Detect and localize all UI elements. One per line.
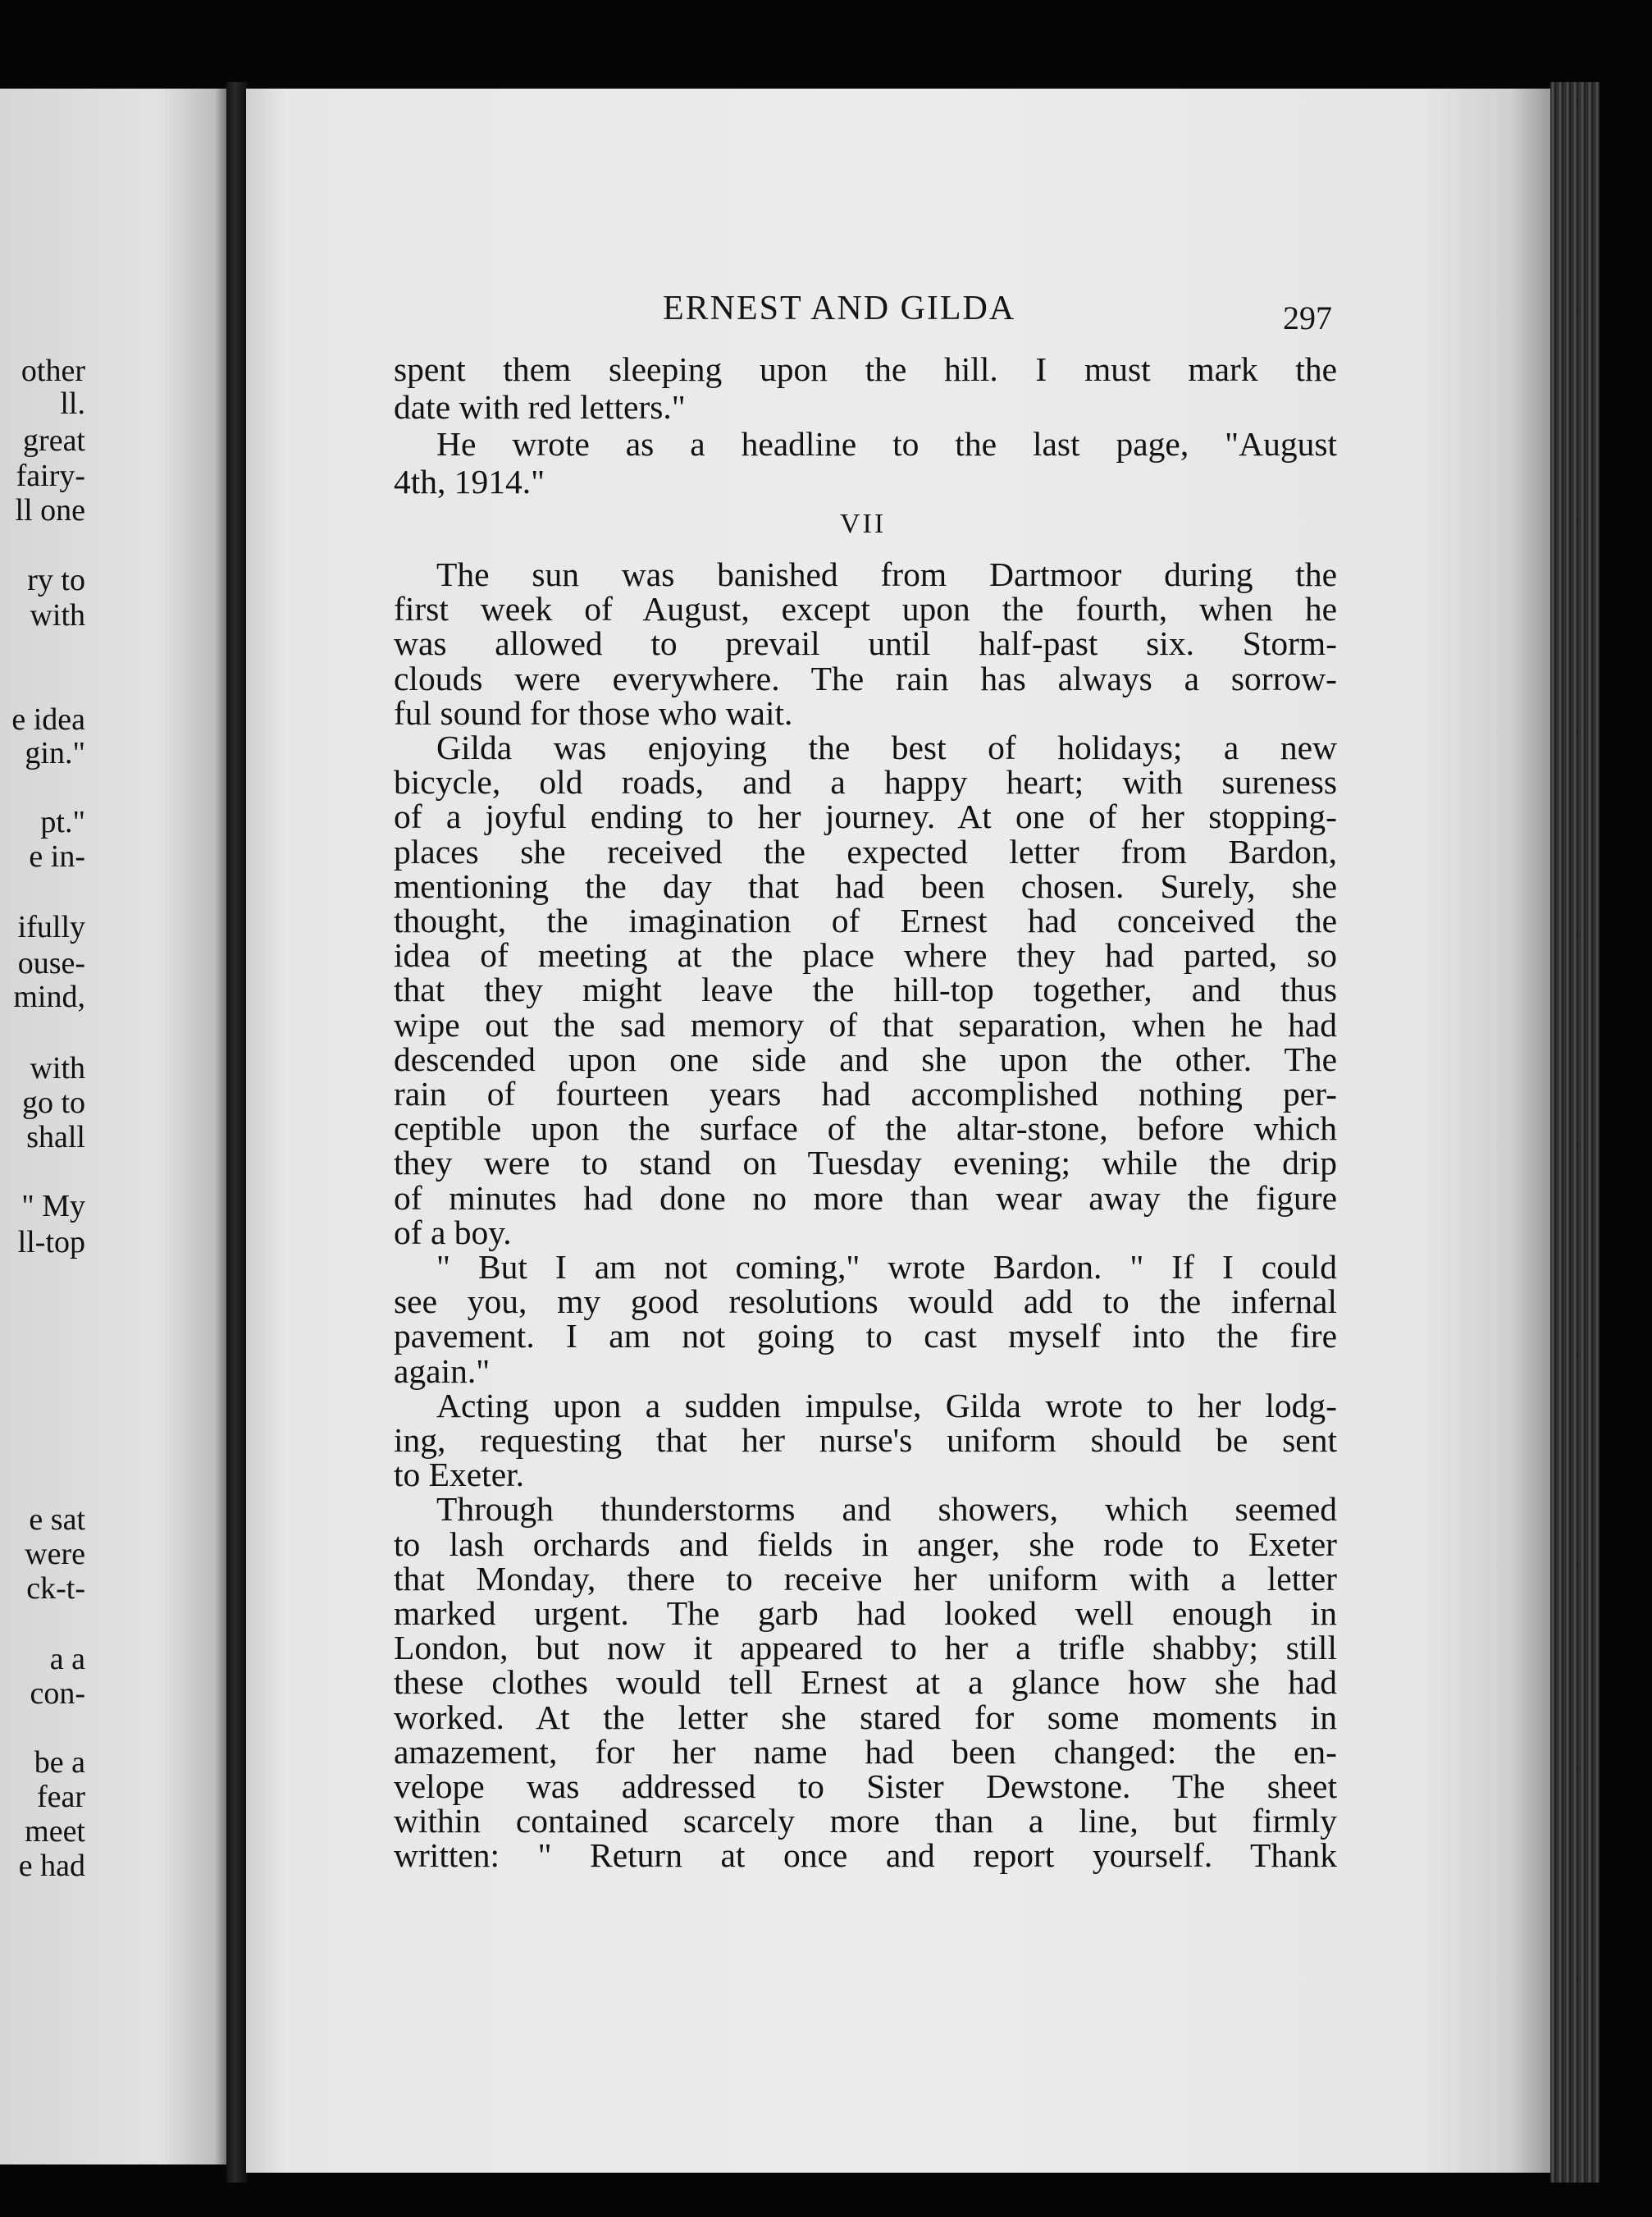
left-page-fragment-line: with [30,1051,85,1086]
text-line: to Exeter. [394,1456,525,1494]
text-line: that they might leave the hill-top together, and thus [394,971,1337,1009]
left-page-fragment-line: shall [26,1120,85,1154]
text-line: spent them sleeping upon the hill. I must mark the [394,350,1337,388]
text-line: Gilda was enjoying the best of holidays; a new [436,729,1337,766]
text-line: within contained scarcely more than a line, but firmly [394,1802,1337,1840]
left-page-fragment-line: ifully [17,910,85,944]
left-page-fragment-line: e idea [11,702,85,737]
text-line: worked. At the letter she stared for some moments in [394,1698,1337,1736]
left-page-fragment-line: ry to [27,563,85,597]
text-line: again." [394,1351,491,1390]
text-line: they were to stand on Tuesday evening; while the drip [394,1144,1337,1182]
running-head: ERNEST AND GILDA [663,290,1016,327]
left-page-fragment-line: be a [34,1745,85,1780]
book-gutter [226,82,248,2183]
text-line: descended upon one side and she upon the other. The [394,1040,1337,1078]
page-number: 297 [1283,299,1332,336]
text-line: He wrote as a headline to the last page, "August [436,425,1337,463]
left-page-fragment-line: ll one [15,493,85,528]
left-page-fragment-line: mind, [13,980,85,1014]
left-page-fragment-line: fairy- [16,459,85,493]
text-line: Through thunderstorms and showers, which seemed [436,1490,1337,1529]
left-page-fragment-line: e sat [29,1502,85,1537]
text-line: Acting upon a sudden impulse, Gilda wrote to her lodg- [436,1386,1337,1424]
text-line: see you, my good resolutions would add to the infernal [394,1282,1337,1321]
left-page-fragment-line: great [23,423,85,458]
text-line: marked urgent. The garb had looked well enough in [394,1594,1337,1632]
text-line: clouds were everywhere. The rain has always a sorrow- [394,659,1337,697]
left-page-fragment-line: gin." [25,736,85,770]
text-line: written: " Return at once and report yourself. Thank [394,1836,1337,1875]
text-line: 4th, 1914." [394,462,545,501]
text-line: of a boy. [394,1213,512,1251]
text-line: these clothes would tell Ernest at a glance how she had [394,1663,1337,1702]
text-line: amazement, for her name had been changed: the en- [394,1732,1337,1771]
text-line: ing, requesting that her nurse's uniform should be sent [394,1421,1337,1459]
text-line: thought, the imagination of Ernest had conceived the [394,902,1337,939]
text-line: to lash orchards and fields in anger, she rode to Exeter [394,1524,1337,1563]
text-line: The sun was banished from Dartmoor during the [436,555,1337,593]
text-line: ceptible upon the surface of the altar-stone, before which [394,1109,1337,1148]
left-page-fragment-line: ll-top [17,1225,85,1259]
left-page-fragment-line: with [30,598,85,633]
text-line: of minutes had done no more than wear away the figure [394,1178,1337,1217]
text-line: mentioning the day that had been chosen. Surely, she [394,866,1337,905]
text-line: idea of meeting at the place where they had parted, so [394,936,1337,975]
text-line: wipe out the sad memory of that separation, when he had [394,1005,1337,1044]
left-page-fragment-line: ck-t- [26,1571,85,1606]
page-edge [1550,82,1600,2183]
left-page-fragment-line: con- [30,1676,85,1711]
left-page-fragment-line: a a [49,1642,85,1676]
text-line: rain of fourteen years had accomplished nothing per- [394,1075,1337,1113]
text-line: " But I am not coming," wrote Bardon. " If I could [436,1248,1337,1286]
text-line: was allowed to prevail until half-past six. Storm- [394,624,1337,663]
text-line: pavement. I am not going to cast myself into the fire [394,1317,1337,1355]
left-page-fragment-line: e in- [29,839,85,874]
text-line: velope was addressed to Sister Dewstone. The sheet [394,1767,1337,1805]
text-line: ful sound for those who wait. [394,693,793,732]
previous-page-fragment [0,89,226,2164]
text-line: London, but now it appeared to her a trifle shabby; still [394,1629,1337,1667]
left-page-fragment-line: were [25,1537,85,1571]
section-numeral: VII [840,509,887,539]
left-page-fragment-line: go to [21,1086,85,1120]
left-page-fragment-line: fear [36,1780,85,1814]
left-page-fragment-line: " My [21,1189,85,1223]
text-line: that Monday, there to receive her uniform with a letter [394,1559,1337,1598]
text-line: date with red letters." [394,387,686,426]
text-line: first week of August, except upon the fourth, when he [394,590,1337,629]
left-page-fragment-line: meet [25,1814,85,1849]
left-page-fragment-line: ouse- [17,946,85,981]
text-line: bicycle, old roads, and a happy heart; with sureness [394,763,1337,802]
text-line: places she received the expected letter from Bardon, [394,832,1337,871]
left-page-fragment-line: e had [18,1849,85,1883]
left-page-fragment-line: ll. [60,386,85,421]
left-page-fragment-line: pt." [40,805,85,839]
text-line: of a joyful ending to her journey. At one of her stopping- [394,798,1337,836]
left-page-fragment-line: other [21,354,85,388]
